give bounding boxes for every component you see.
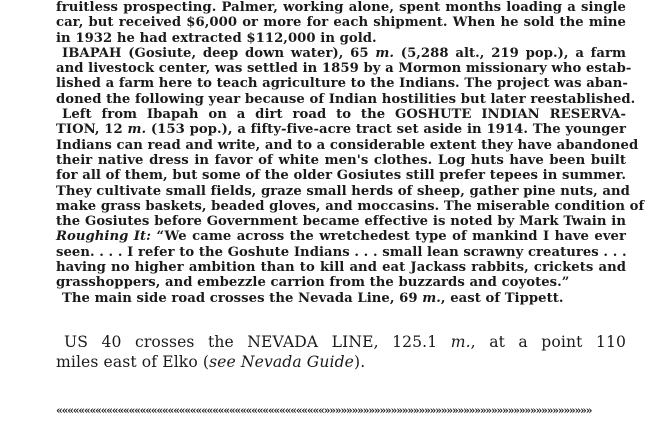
text-line — [56, 332, 626, 352]
text-line — [56, 214, 626, 229]
text-segment: doned the following year because of Indian hostilities but later reestablished. — [56, 91, 636, 107]
text-line — [56, 46, 626, 61]
text-line — [56, 153, 626, 168]
text-line — [56, 91, 636, 107]
text-segment: having no higher ambition than to kill and eat Jackass rabbits, crickets and — [56, 260, 626, 276]
text-line — [56, 122, 626, 137]
text-line — [56, 275, 626, 290]
text-line — [56, 0, 626, 15]
text-segment: “We came across the wretchedest type of mankind I have ever — [151, 229, 626, 245]
text-line — [56, 76, 626, 91]
text-segment: make grass baskets, beaded gloves, and moccasins. The miserable condition of — [56, 198, 645, 214]
text-segment: Indians can read and write, and to a considerable extent they have abandoned — [56, 137, 639, 153]
text-line — [56, 229, 626, 244]
text-segment: and livestock center, was settled in 1859 by a Mormon missionary who estab- — [56, 61, 632, 77]
text-segment: (153 pop.), a fifty-five-acre tract set aside in 1914. The younger — [146, 122, 626, 138]
text-segment: for all of them, but some of the older Gosiutes still prefer tepees in summer. — [56, 168, 626, 184]
text-line — [56, 137, 639, 153]
text-segment: miles east of Elko ( — [56, 353, 210, 371]
paragraph-ibapah — [56, 45, 636, 107]
paragraph-palmer-mine — [56, 0, 626, 46]
text-segment: TION, 12 — [56, 122, 128, 138]
text-line — [56, 245, 626, 260]
text-line — [56, 291, 626, 306]
text-segment: US 40 crosses the NEVADA LINE, 125.1 — [64, 333, 451, 351]
text-segment: Left from Ibapah on a dirt road to the GOSHUTE INDIAN RESERVA- — [62, 107, 626, 123]
text-segment: (5,288 alt., 219 pop.), a farm — [394, 45, 626, 61]
text-segment: The main side road crosses the Nevada Line, 69 — [62, 290, 423, 306]
text-line — [56, 15, 626, 30]
text-line — [56, 168, 626, 183]
italic-text: m. — [375, 45, 395, 61]
italic-text: m. — [450, 333, 471, 351]
text-line — [56, 198, 645, 214]
text-segment: lished a farm here to teach agriculture to the Indians. The project was aban- — [56, 76, 628, 92]
paragraph-main-side-road — [56, 291, 626, 306]
text-segment: in 1932 he had extracted $112,000 in gold. — [56, 30, 377, 46]
italic-text: Roughing It: — [56, 229, 152, 245]
text-line — [56, 183, 630, 199]
text-segment: car, but received $6,000 or more for each shipment. When he sold the mine — [56, 15, 626, 31]
text-segment: IBAPAH (Gosiute, deep down water), 65 — [62, 45, 376, 61]
italic-text: m. — [422, 290, 441, 306]
text-segment: fruitless prospecting. Palmer, working alone, spent months loading a single — [56, 0, 626, 15]
text-line — [56, 61, 632, 77]
ornament-left: «««««««««««««««««««««««««««««««««««««««««««««««« — [56, 405, 324, 417]
text-line — [56, 260, 626, 275]
text-segment: , at a point 110 — [470, 333, 627, 351]
text-line — [56, 107, 626, 122]
text-segment: the Gosiutes before Government became effective is noted by Mark Twain in — [56, 214, 626, 230]
route-summary-paragraph — [56, 332, 626, 372]
text-segment: They cultivate small fields, graze small herds of sheep, gather pine nuts, and — [56, 183, 630, 199]
text-segment: seen. . . . I refer to the Goshute Indians . . . small lean scrawny creatures . . . — [56, 244, 627, 260]
text-segment: grasshoppers, and embezzle carrion from the buzzards and coyotes.” — [56, 275, 570, 291]
text-segment: their native dress in favor of white men's clothes. Log huts have been built — [56, 152, 626, 168]
text-line — [56, 352, 626, 372]
text-segment: ). — [354, 353, 366, 371]
text-line — [56, 31, 626, 46]
ornament-right: »»»»»»»»»»»»»»»»»»»»»»»»»»»»»»»»»»»»»»»»»»»»»»»» — [323, 405, 592, 417]
body-text — [56, 0, 645, 306]
paragraph-goshute-reservation — [56, 107, 645, 291]
italic-text: see Nevada Guide — [209, 353, 355, 371]
text-segment: , east of Tippett. — [440, 290, 564, 306]
decorative-border — [56, 405, 624, 417]
italic-text: m. — [127, 122, 147, 138]
